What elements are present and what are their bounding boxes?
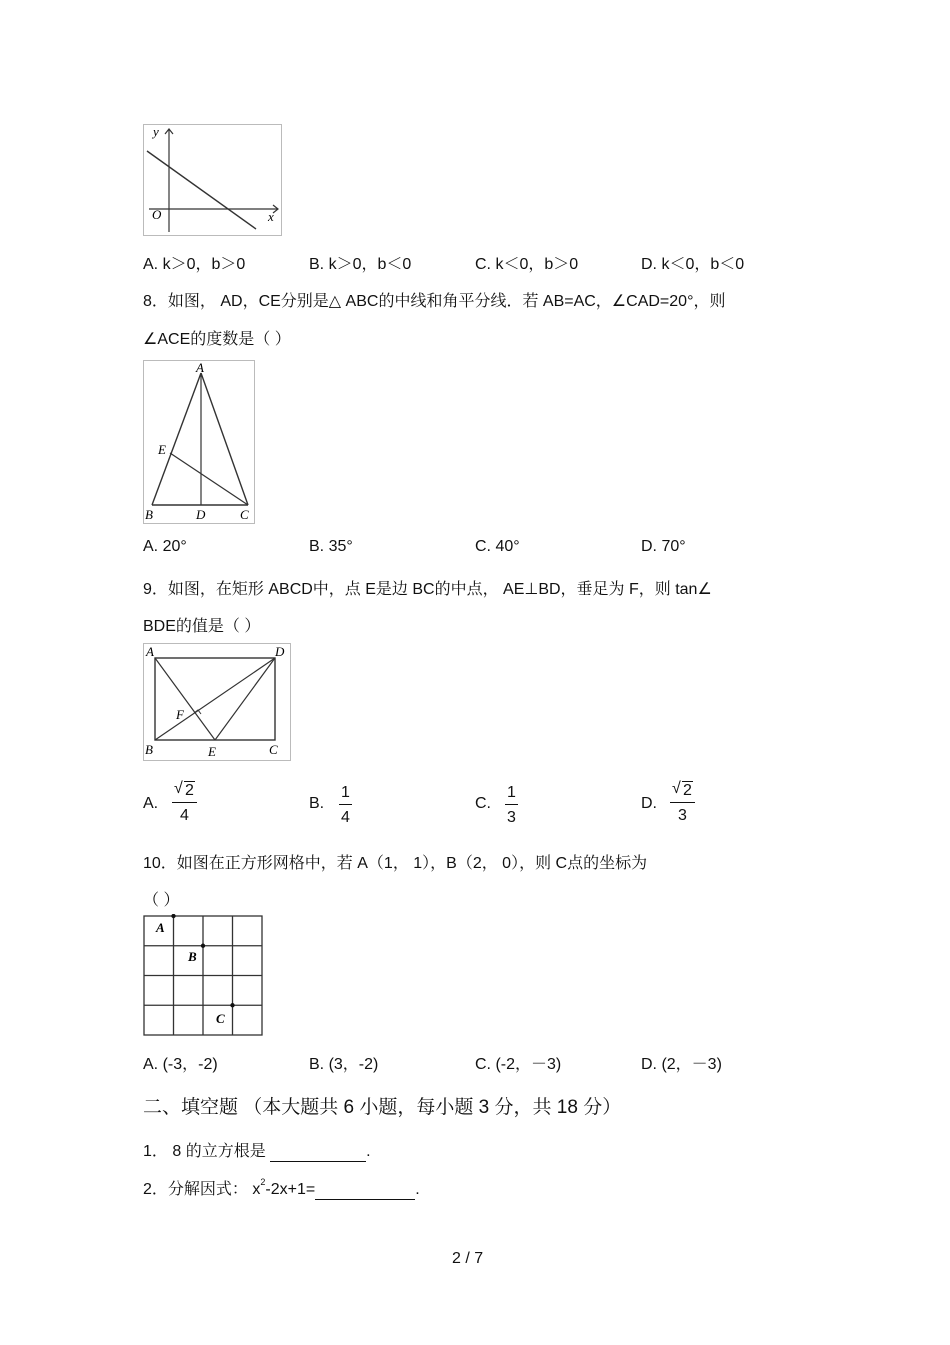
q9-option-d-fraction: √ 2 3 bbox=[670, 782, 695, 825]
q9-option-a-letter: A. bbox=[143, 795, 159, 812]
label-c: C bbox=[240, 507, 249, 522]
q7-option-c: C. k＜0，b＞0 bbox=[475, 256, 579, 273]
q7-option-d: D. k＜0，b＜0 bbox=[641, 256, 745, 273]
q9-figure bbox=[143, 643, 291, 761]
q9-stem-line2: BDE的值是（ ） bbox=[143, 618, 261, 635]
label-a: A bbox=[156, 920, 165, 935]
q10-grid bbox=[143, 914, 265, 1038]
q8-option-c: C. 40° bbox=[475, 538, 520, 555]
origin-label: O bbox=[152, 207, 162, 222]
q9-option-d-denominator: 3 bbox=[678, 807, 687, 824]
q9-option-c-denominator: 3 bbox=[507, 809, 516, 826]
fill-question-2-period: . bbox=[415, 1181, 420, 1198]
fill-question-2 bbox=[143, 1176, 420, 1200]
x-axis-label: x bbox=[268, 209, 274, 224]
q9-option-b-fraction bbox=[339, 784, 352, 827]
q9-rectangle bbox=[144, 644, 290, 760]
q9-option-b-numerator: 1 bbox=[339, 784, 352, 805]
q7-option-a: A. k＞0，b＞0 bbox=[143, 256, 246, 273]
q10-stem-line2: （ ） bbox=[143, 892, 180, 909]
q9-option-b-denominator: 4 bbox=[341, 809, 350, 826]
q10-stem-line1: 10．如图在正方形网格中，若 A（1， 1），B（2， 0），则 C点的坐标为 bbox=[143, 855, 648, 872]
q10-option-c: C. (-2，－3) bbox=[475, 1056, 562, 1073]
fill-question-2-expression: -2x+1= bbox=[265, 1181, 316, 1198]
q8-stem-line2: ∠ACE的度数是（ ） bbox=[143, 331, 291, 348]
label-f: F bbox=[176, 707, 184, 722]
label-b: B bbox=[188, 949, 197, 964]
fill-question-1-blank bbox=[270, 1143, 366, 1162]
page-number: 2 / 7 bbox=[452, 1250, 484, 1267]
q8-option-d: D. 70° bbox=[641, 538, 686, 555]
label-b: B bbox=[145, 742, 153, 757]
q8-option-a: A. 20° bbox=[143, 538, 187, 555]
q7-graph bbox=[144, 125, 281, 235]
q9-option-b-letter: B. bbox=[309, 795, 325, 812]
q8-stem-line1: 8．如图， AD，CE分别是△ ABC的中线和角平分线．若 AB=AC，∠CAD=20°，则 bbox=[143, 293, 726, 310]
fill-question-2-blank bbox=[315, 1181, 415, 1200]
fill-question-2-text: 2．分解因式： x bbox=[143, 1181, 261, 1198]
y-axis-label: y bbox=[153, 125, 159, 139]
q9-option-a-fraction: √ 2 4 bbox=[172, 782, 197, 825]
q10-option-b: B. (3，-2) bbox=[309, 1056, 379, 1073]
fill-question-1 bbox=[143, 1138, 371, 1162]
q8-option-b: B. 35° bbox=[309, 538, 353, 555]
fill-question-1-text: 1． 8 的立方根是 bbox=[143, 1143, 266, 1160]
label-a: A bbox=[146, 644, 154, 659]
q7-figure bbox=[143, 124, 282, 236]
q9-option-d-radicand: 2 bbox=[683, 782, 692, 799]
q9-option-d-letter: D. bbox=[641, 795, 657, 812]
q8-triangle bbox=[144, 361, 254, 523]
q9-stem-line1: 9．如图，在矩形 ABCD中，点 E是边 BC的中点， AE⊥BD，垂足为 F，则 tan∠ bbox=[143, 581, 712, 598]
fill-question-1-period: . bbox=[366, 1143, 371, 1160]
label-d: D bbox=[196, 507, 206, 522]
label-c: C bbox=[216, 1011, 225, 1026]
label-a: A bbox=[196, 361, 204, 375]
q9-option-c-fraction bbox=[505, 784, 518, 827]
section-heading: 二、填空题 （本大题共 6 小题，每小题 3 分，共 18 分） bbox=[143, 1097, 622, 1118]
label-c: C bbox=[269, 742, 278, 757]
label-b: B bbox=[145, 507, 153, 522]
q9-option-c-numerator: 1 bbox=[505, 784, 518, 805]
q9-option-c-letter: C. bbox=[475, 795, 491, 812]
label-d: D bbox=[275, 644, 285, 659]
q9-option-a-denominator: 4 bbox=[180, 807, 189, 824]
label-e: E bbox=[158, 442, 166, 457]
q10-option-a: A. (-3，-2) bbox=[143, 1056, 218, 1073]
q10-option-d: D. (2，－3) bbox=[641, 1056, 722, 1073]
q9-option-a-radicand: 2 bbox=[185, 782, 194, 799]
q8-figure bbox=[143, 360, 255, 524]
fill-question-2-exponent: 2 bbox=[260, 1177, 266, 1187]
q7-option-b: B. k＞0，b＜0 bbox=[309, 256, 412, 273]
q10-figure bbox=[143, 914, 265, 1038]
label-e: E bbox=[208, 744, 216, 759]
